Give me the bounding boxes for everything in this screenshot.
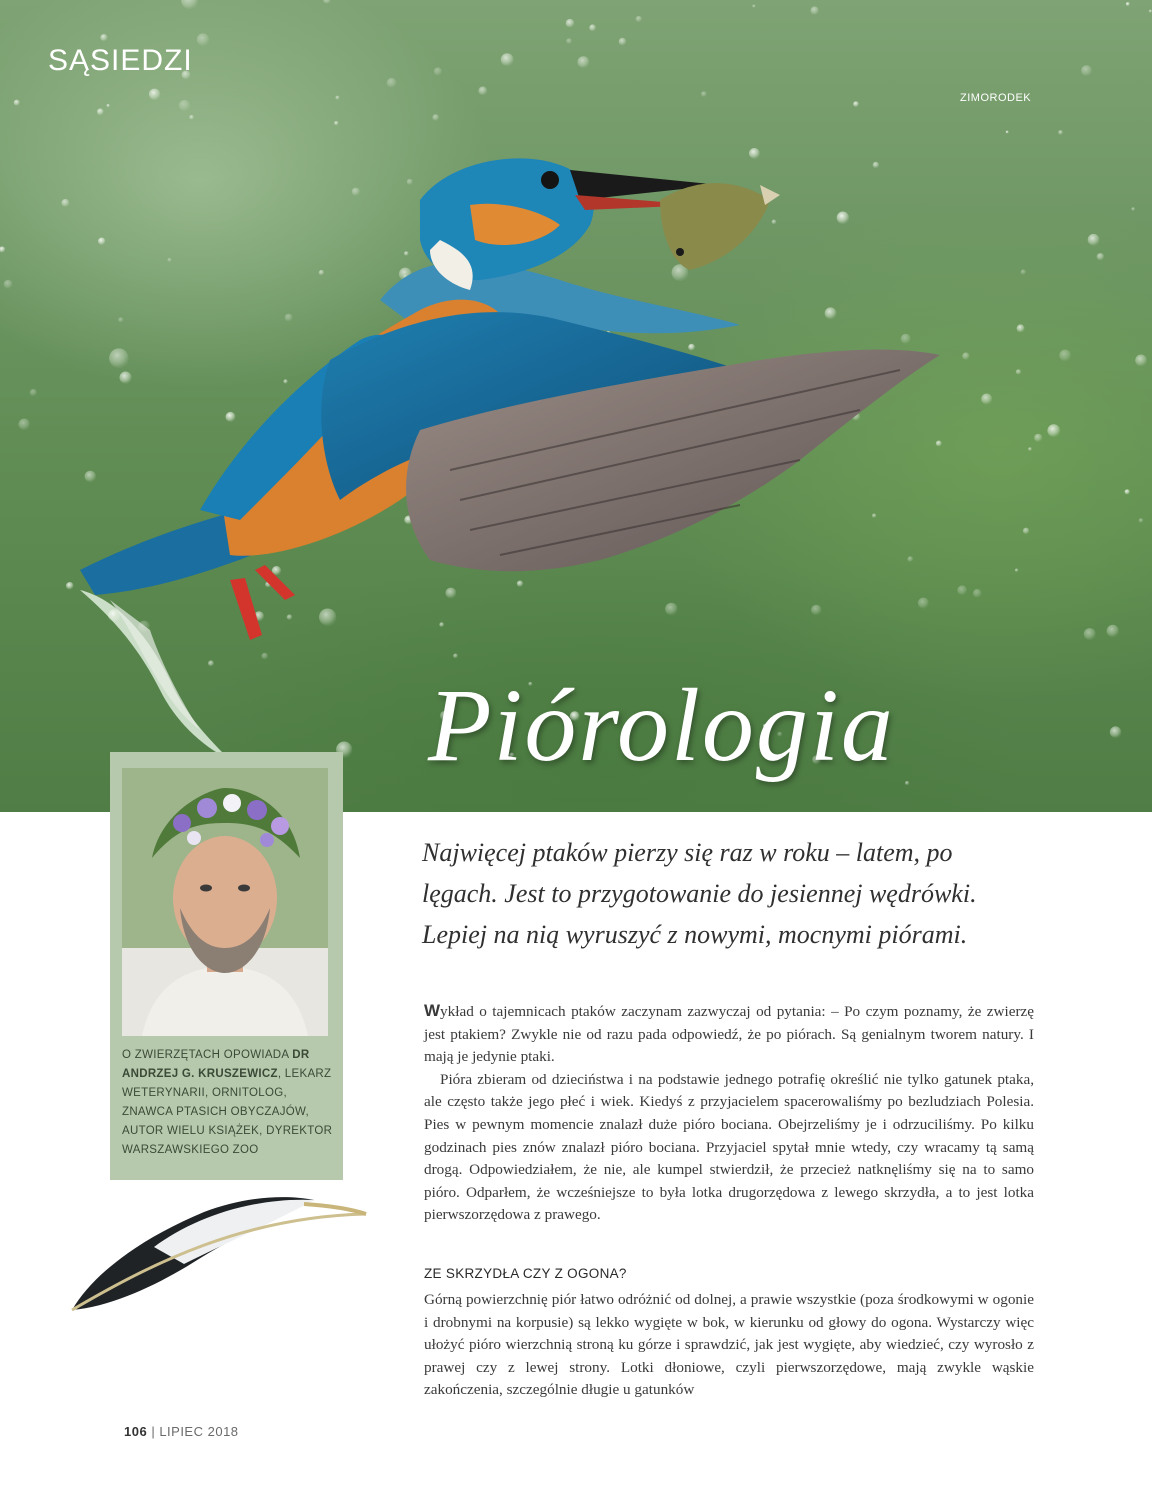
water-droplet [825,307,837,319]
water-droplet [66,582,74,590]
water-droplet [566,19,575,28]
author-intro: O ZWIERZĘTACH OPOWIADA [122,1049,289,1061]
water-droplet [1135,355,1147,367]
water-droplet [189,115,194,120]
water-droplet [149,89,160,100]
section-tag: SĄSIEDZI [48,44,193,77]
water-droplet [97,108,104,115]
water-droplet [407,179,413,185]
water-droplet [1021,269,1026,274]
splash [80,590,230,760]
water-droplet [434,67,442,75]
water-droplet [61,199,69,207]
water-droplet [1015,569,1019,573]
water-droplet [873,162,879,168]
body-column-continued [424,1289,1034,1402]
water-droplet [98,238,105,245]
water-droplet [1028,447,1032,451]
water-droplet [1131,207,1135,211]
water-droplet [1017,324,1025,332]
water-droplet [501,53,514,66]
water-droplet [167,258,171,262]
water-droplet [335,96,339,100]
body-paragraph-1-text: ykład o tajemnicach ptaków zaczynam zazwyczaj od pytania: – Po czym poznamy, że zwierzę jest ptakiem? Zwykle nie od razu pada odpowiedź, że po piórach. Są genialnym tworem natury. I mają je jedynie ptaki. [424,1003,1034,1066]
water-droplet [1023,528,1030,535]
water-droplet [1126,2,1130,6]
water-droplet [589,24,596,31]
water-droplet [688,344,695,351]
water-droplet [772,220,777,225]
water-droplet [85,471,96,482]
water-droplet [283,379,287,383]
water-droplet [432,114,439,121]
water-droplet [853,101,859,107]
water-droplet [118,317,123,322]
water-droplet [285,314,293,322]
author-photo [122,768,328,1036]
water-droplet [905,781,909,785]
water-droplet [636,16,642,22]
water-droplet [907,556,913,562]
page-footer [124,1424,239,1439]
body-column [424,1000,1034,1227]
water-droplet [334,121,338,125]
water-droplet [1081,65,1092,76]
water-droplet [578,56,590,68]
subheading: ZE SKRZYDŁA CZY Z OGONA? [424,1266,627,1281]
water-droplet [14,100,20,106]
water-droplet [261,653,268,660]
water-droplet [287,614,293,620]
water-droplet [108,609,120,621]
footer-separator: | [147,1424,160,1439]
water-droplet [811,6,819,14]
water-droplet [811,605,821,615]
water-droplet [109,348,129,368]
water-droplet [1084,628,1096,640]
water-droplet [387,78,397,88]
water-droplet [936,441,942,447]
water-droplet [918,598,929,609]
water-droplet [619,38,627,46]
water-droplet [1110,726,1122,738]
water-droplet [957,585,967,595]
water-droplet [120,372,132,384]
water-droplet [1058,130,1063,135]
water-droplet [1125,489,1130,494]
water-droplet [1107,625,1119,637]
water-droplet [107,104,110,107]
body-paragraph [424,1000,1034,1069]
water-droplet [179,100,190,111]
water-droplet [1034,434,1042,442]
photo-caption: ZIMORODEK [960,92,1032,104]
water-droplet [319,609,336,626]
water-droplet [100,34,107,41]
issue-date: LIPIEC 2018 [159,1424,239,1439]
feather-illustration [64,1182,374,1322]
water-droplet [30,389,37,396]
water-droplet [197,33,209,45]
author-description: , LEKARZ WETERYNARII, ORNITOLOG, ZNAWCA PTASICH OBYCZAJÓW, AUTOR WIELU KSIĄŻEK, DYREKTOR WARSZAWSKIEGO ZOO [122,1068,333,1156]
water-droplet [1088,234,1100,246]
kingfisher [80,158,940,640]
author-box [110,752,343,1180]
water-droplet [1139,518,1144,523]
water-droplet [701,91,707,97]
body-paragraph: Górną powierzchnię piór łatwo odróżnić od dolnej, a prawie wszystkie (poza środkowymi w ogonie i drobnymi na korpusie) są lekko wygięte w bok, w kierunku od głowy do ogona. Wystarczy więc ułożyć pióro wierzchnią stroną ku górze i sprawdzić, jak jest wygięte, aby wiedzieć, czy wyrosło z prawej czy z lewej strony. Lotki dłoniowe, czyli pierwszorzędowe, mają zwykle wąskie zakończenia, szczególnie długie u gatunków [424,1291,1034,1399]
water-droplet [872,514,876,518]
page-number: 106 [124,1424,148,1439]
water-droplet [962,352,969,359]
water-droplet [1059,350,1071,362]
water-droplet [226,412,236,422]
water-droplet [1047,424,1060,437]
water-droplet [752,5,755,8]
water-droplet [208,660,214,666]
water-droplet [1006,131,1009,134]
lead-paragraph: Najwięcej ptaków pierzy się raz w roku – latem, po lęgach. Jest to przygotowanie do jesiennej wędrówki. Lepiej na nią wyruszyć z nowymi, mocnymi piórami. [422,838,977,949]
water-droplet [981,394,992,405]
water-droplet [1016,369,1021,374]
water-droplet [138,621,150,633]
water-droplet [181,0,198,9]
water-droplet [446,588,457,599]
author-name: DR ANDRZEJ G. KRUSZEWICZ [122,1049,310,1080]
water-droplet [837,212,849,224]
water-droplet [749,148,760,159]
water-droplet [517,581,523,587]
water-droplet [404,251,409,256]
author-bio [122,1046,334,1160]
water-droplet [323,0,331,4]
water-droplet [478,86,487,95]
water-droplet [566,38,572,44]
water-droplet [319,270,324,275]
water-droplet [453,654,458,659]
water-droplet [665,603,678,616]
water-droplet [19,419,30,430]
water-droplet [352,188,360,196]
article-title: Piórologia [428,668,895,783]
body-paragraph: Pióra zbieram od dzieciństwa i na podstawie jednego potrafię określić nie tylko gatunek ptaka, ale często także jego płeć i wiek. Kiedyś z przyjacielem spacerowaliśmy po bezludziach Polesia. Pies w pewnym momencie znalazł duże pióro bociana. Obejrzeliśmy je i odrzuciliśmy. Po kilku godzinach pies znów znalazł pióro bociana. Przyjaciel spytał mnie wtedy, czy wracamy tą samą drogą. Odpowiedziałem, że nie, ale kumpel stwierdził, że przecież natknęliśmy się na to samo pióro. Odparłem, że wcześniejsze to była lotka drugorzędowa z lewego skrzydła, a to jest lotka pierwszorzędowa z prawego. [424,1070,1034,1224]
water-droplet [1097,253,1104,260]
water-droplet [4,280,13,289]
water-droplet [0,246,5,252]
water-droplet [973,589,982,598]
drop-cap: W [424,1001,441,1020]
water-droplet [901,334,911,344]
water-droplet [439,622,444,627]
